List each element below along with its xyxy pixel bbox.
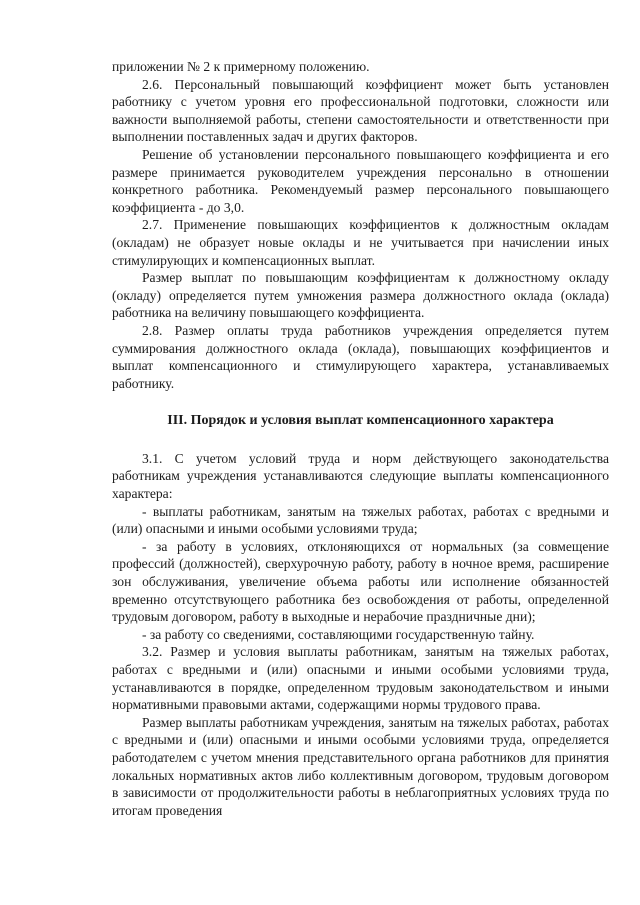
- list-item-state-secret: - за работу со сведениями, составляющими государственную тайну.: [142, 626, 535, 642]
- paragraph-2-8: 2.8. Размер оплаты труда работников учреждения определяется путем суммирования должностного оклада (оклада), повышающих коэффициентов и выплат компенсационного и стимулирующего характера, устанавливаемых работнику.: [112, 322, 609, 391]
- list-item-hard-work: - выплаты работникам, занятым на тяжелых работах, работах с вредными и (или) опасными и иными особыми условиями труда;: [112, 503, 609, 537]
- list-item-abnormal-conditions: - за работу в условиях, отклоняющихся от нормальных (за совмещение профессий (должностей), сверхурочную работу, работу в ночное время, расширение зон обслуживания, увеличение объема работы или исполнение обязанностей временно отсутствующего работника без освобождения от работы, определенной трудовым договором, работу в выходные и нерабочие праздничные дни);: [112, 538, 609, 625]
- paragraph-2-6-decision: Решение об установлении персонального повышающего коэффициента и его размере принимается руководителем учреждения персонально в отношении конкретного работника. Рекомендуемый размер персонального повышающего коэффициента - до 3,0.: [112, 146, 609, 215]
- paragraph-3-2: 3.2. Размер и условия выплаты работникам, занятым на тяжелых работах, работах с вредными и (или) опасными и иными особыми условиями труда, устанавливаются в порядке, определенном трудовым законодательством и иными нормативными правовыми актами, содержащими нормы трудового права.: [112, 644, 609, 713]
- paragraph-2-7: 2.7. Применение повышающих коэффициентов к должностным окладам (окладам) не образует новые оклады и не учитывается при начислении иных стимулирующих и компенсационных выплат.: [112, 217, 609, 268]
- paragraph-continuation: приложении № 2 к примерному положению.: [112, 59, 370, 74]
- paragraph-3-1: 3.1. С учетом условий труда и норм действующего законодательства работникам учреждения устанавливаются следующие выплаты компенсационного характера:: [112, 450, 609, 502]
- document-page: [112, 58, 609, 819]
- section-heading: III. Порядок и условия выплат компенсационного характера: [167, 413, 554, 429]
- paragraph-2-6: 2.6. Персональный повышающий коэффициент может быть установлен работнику с учетом уровня его профессиональной подготовки, сложности или важности выполняемой работы, степени самостоятельности и ответственности при выполнении поставленных задач и других факторов.: [112, 76, 609, 145]
- paragraph-2-7-amount: Размер выплат по повышающим коэффициентам к должностному окладу (окладу) определяется путем умножения размера должностного оклада (оклада) работника на величину повышающего коэффициента.: [112, 270, 609, 321]
- paragraph-3-2-amount: Размер выплаты работникам учреждения, занятым на тяжелых работах, работах с вредными и (или) опасными и иными особыми условиями труда, определяется работодателем с учетом мнения представительного органа работников для принятия локальных нормативных актов либо коллективным договором, трудовым договором в зависимости от продолжительности работы в неблагоприятных условиях труда по итогам проведения: [112, 714, 609, 818]
